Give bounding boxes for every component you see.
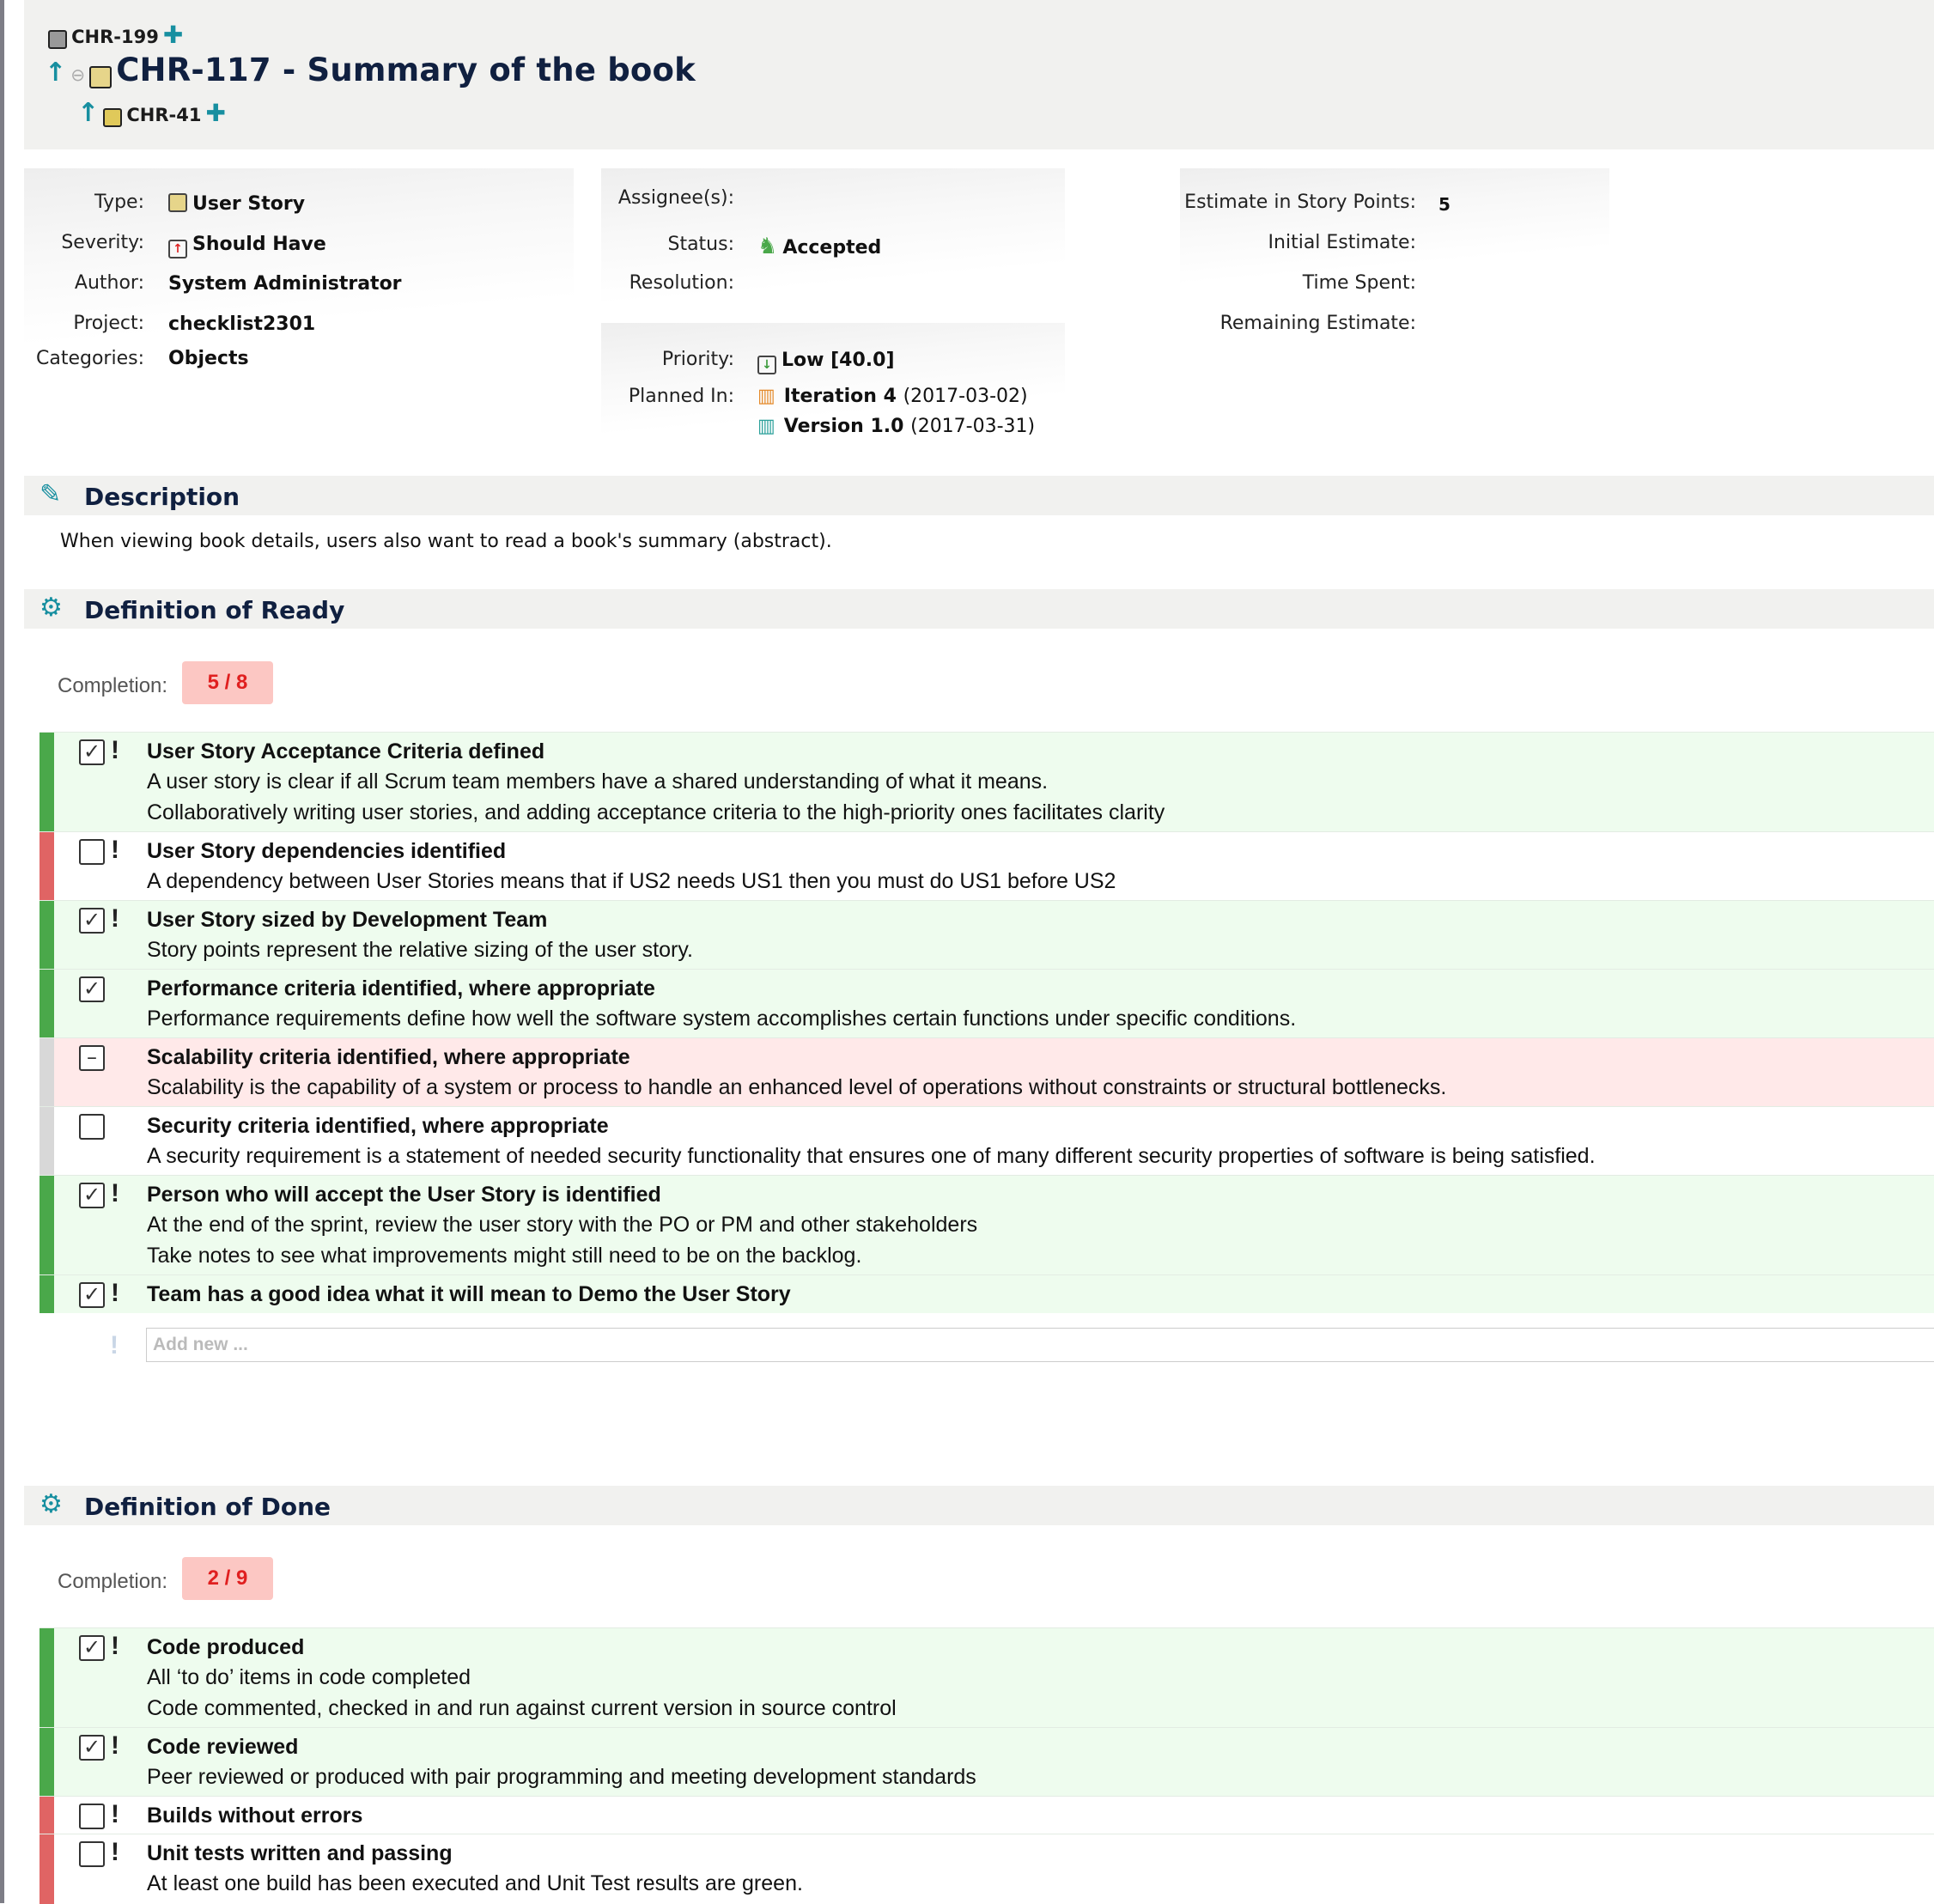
item-title: Person who will accept the User Story is identified xyxy=(147,1183,661,1207)
estimate-label: Estimate in Story Points: xyxy=(1184,192,1416,213)
version-chart-icon: ▥ xyxy=(757,416,775,437)
mandatory-icon: ! xyxy=(111,836,119,864)
priority-down-icon: ↓ xyxy=(757,356,776,374)
item-description: At the end of the sprint, review the user story with the PO or PM and other stakeholders xyxy=(147,1213,978,1237)
dod-completion-badge: 2 / 9 xyxy=(182,1557,273,1600)
checked-checkbox[interactable]: ✓ xyxy=(79,1183,105,1208)
planned-label: Planned In: xyxy=(628,386,734,407)
checked-checkbox[interactable]: ✓ xyxy=(79,739,105,765)
checklist-item[interactable] xyxy=(40,1796,1934,1834)
child-link[interactable] xyxy=(77,98,226,128)
page-title: CHR-117 - Summary of the book xyxy=(116,52,696,88)
up-arrow-icon[interactable]: ↑ xyxy=(45,58,67,88)
item-description: Performance requirements define how well the software system accomplishes certain functions under specific conditions. xyxy=(147,1007,1297,1031)
status-bar xyxy=(40,1628,54,1728)
checklist-item[interactable] xyxy=(40,1834,1934,1904)
status-bar xyxy=(40,1107,54,1176)
checklist-item[interactable] xyxy=(40,1727,1934,1797)
add-new-item-input[interactable]: Add new ... xyxy=(146,1328,1934,1362)
status-bar xyxy=(40,901,54,970)
checked-checkbox[interactable]: ✓ xyxy=(79,976,105,1002)
item-title: User Story dependencies identified xyxy=(147,839,507,863)
time-spent-label: Time Spent: xyxy=(1302,272,1416,294)
item-title: Code reviewed xyxy=(147,1735,299,1759)
item-description: Peer reviewed or produced with pair programming and meeting development standards xyxy=(147,1765,976,1789)
mandatory-icon: ! xyxy=(111,1632,119,1660)
priority-label: Priority: xyxy=(661,349,734,370)
gears-icon[interactable]: ⚙ xyxy=(40,593,63,623)
user-story-icon xyxy=(168,193,187,212)
status-bar xyxy=(40,970,54,1038)
assignee-label: Assignee(s): xyxy=(617,187,734,209)
severity-up-icon: ↑ xyxy=(168,240,187,259)
dod-completion-label: Completion: xyxy=(58,1570,168,1593)
pencil-icon[interactable]: ✎ xyxy=(40,479,62,509)
dor-completion-badge: 5 / 8 xyxy=(182,661,273,704)
severity-label: Severity: xyxy=(61,232,144,253)
status-bar xyxy=(40,1797,54,1834)
item-title: User Story Acceptance Criteria defined xyxy=(147,739,545,763)
left-edge-bar xyxy=(0,0,4,1903)
gears-icon[interactable]: ⚙ xyxy=(40,1489,63,1519)
version-name: Version 1.0 xyxy=(783,416,904,437)
item-description: Scalability is the capability of a system or process to handle an enhanced level of operations without constraints or structural bottlenecks. xyxy=(147,1075,1447,1099)
mandatory-icon: ! xyxy=(111,1279,119,1307)
iteration-chart-icon: ▥ xyxy=(757,386,775,407)
dor-header xyxy=(24,589,1934,629)
estimate-value: 5 xyxy=(1438,194,1450,215)
dor-completion-label: Completion: xyxy=(58,674,168,697)
accepted-person-icon: ♞ xyxy=(757,234,778,259)
mandatory-icon: ! xyxy=(111,1731,119,1760)
mandatory-icon: ! xyxy=(111,736,119,764)
checked-checkbox[interactable]: ✓ xyxy=(79,1282,105,1308)
not-applicable-checkbox[interactable]: – xyxy=(79,1045,105,1071)
item-title: Team has a good idea what it will mean to Demo the User Story xyxy=(147,1282,791,1306)
planned-iteration[interactable] xyxy=(757,386,1028,407)
project-label: Project: xyxy=(73,313,144,334)
type-value xyxy=(168,193,305,215)
item-description: Collaboratively writing user stories, and adding acceptance criteria to the high-priority ones facilitates clarity xyxy=(147,800,1165,824)
status-bar xyxy=(40,1038,54,1107)
checklist-item[interactable] xyxy=(40,1274,1934,1313)
dor-title: Definition of Ready xyxy=(84,596,345,624)
planned-version[interactable] xyxy=(757,416,1035,437)
item-title: Unit tests written and passing xyxy=(147,1841,453,1865)
checked-checkbox[interactable]: ✓ xyxy=(79,908,105,934)
status-bar xyxy=(40,1834,54,1904)
author-value[interactable]: System Administrator xyxy=(168,273,402,295)
unchecked-checkbox[interactable] xyxy=(79,839,105,865)
iteration-name: Iteration 4 xyxy=(783,386,897,407)
status-text: Accepted xyxy=(782,237,882,259)
checklist-item[interactable] xyxy=(40,1175,1934,1275)
parent-key: CHR-199 xyxy=(71,27,159,47)
item-description: A security requirement is a statement of needed security functionality that ensures one of many different security properties of software is being satisfied. xyxy=(147,1144,1596,1168)
item-title: Performance criteria identified, where appropriate xyxy=(147,976,655,1001)
checklist-item[interactable] xyxy=(40,1106,1934,1176)
link-icon[interactable]: ⊖ xyxy=(70,64,85,85)
status-value xyxy=(757,234,881,259)
checked-checkbox[interactable]: ✓ xyxy=(79,1735,105,1761)
item-description: A user story is clear if all Scrum team members have a shared understanding of what it means. xyxy=(147,770,1049,794)
checklist-item[interactable] xyxy=(40,831,1934,901)
categories-value[interactable]: Objects xyxy=(168,348,249,369)
item-title: Scalability criteria identified, where appropriate xyxy=(147,1045,630,1069)
mandatory-icon: ! xyxy=(111,1179,119,1207)
initial-estimate-label: Initial Estimate: xyxy=(1268,232,1416,253)
resolution-label: Resolution: xyxy=(629,272,734,294)
status-bar xyxy=(40,1176,54,1275)
categories-label: Categories: xyxy=(36,348,144,369)
status-bar xyxy=(40,1728,54,1797)
child-key: CHR-41 xyxy=(126,105,202,125)
checklist-item[interactable] xyxy=(40,969,1934,1038)
unchecked-checkbox[interactable] xyxy=(79,1114,105,1140)
checklist-item[interactable] xyxy=(40,1627,1934,1728)
dod-header xyxy=(24,1486,1934,1525)
child-type-icon xyxy=(103,108,122,127)
item-description: Code commented, checked in and run against current version in source control xyxy=(147,1696,897,1720)
author-label: Author: xyxy=(74,272,144,294)
item-title: Code produced xyxy=(147,1635,305,1659)
item-description: A dependency between User Stories means that if US2 needs US1 then you must do US1 before US2 xyxy=(147,869,1116,893)
add-child-icon[interactable]: ✚ xyxy=(205,99,226,127)
checklist-item[interactable] xyxy=(40,732,1934,832)
severity-value xyxy=(168,234,326,259)
user-story-icon xyxy=(89,66,112,88)
mandatory-toggle-icon[interactable]: ! xyxy=(110,1331,119,1360)
description-text: When viewing book details, users also want to read a book's summary (abstract). xyxy=(60,531,832,552)
item-description: All ‘to do’ items in code completed xyxy=(147,1665,471,1689)
description-title: Description xyxy=(84,483,240,511)
iteration-date: (2017-03-02) xyxy=(903,386,1028,407)
item-title: Builds without errors xyxy=(147,1804,363,1828)
project-value[interactable]: checklist2301 xyxy=(168,313,316,335)
status-bar xyxy=(40,832,54,901)
type-text: User Story xyxy=(192,193,306,215)
item-description: Story points represent the relative sizing of the user story. xyxy=(147,938,693,962)
status-label: Status: xyxy=(667,234,734,255)
status-bar xyxy=(40,733,54,832)
dod-title: Definition of Done xyxy=(84,1493,331,1521)
checklist-item[interactable] xyxy=(40,1037,1934,1107)
up-arrow-icon[interactable]: ↑ xyxy=(77,98,100,128)
description-header xyxy=(24,476,1934,515)
mandatory-icon: ! xyxy=(111,1800,119,1828)
version-date: (2017-03-31) xyxy=(910,416,1036,437)
item-description: At least one build has been executed and Unit Test results are green. xyxy=(147,1871,803,1895)
add-parent-icon[interactable]: ✚ xyxy=(162,21,184,49)
severity-text: Should Have xyxy=(192,234,326,255)
priority-text: Low [40.0] xyxy=(782,350,895,371)
status-bar xyxy=(40,1275,54,1313)
unchecked-checkbox[interactable] xyxy=(79,1841,105,1867)
checklist-item[interactable] xyxy=(40,900,1934,970)
unchecked-checkbox[interactable] xyxy=(79,1804,105,1829)
parent-type-icon xyxy=(48,30,67,49)
item-title: User Story sized by Development Team xyxy=(147,908,548,932)
title-row xyxy=(45,52,696,88)
mandatory-icon: ! xyxy=(111,904,119,933)
item-description: Take notes to see what improvements might still need to be on the backlog. xyxy=(147,1244,862,1268)
priority-value xyxy=(757,350,895,374)
parent-link[interactable] xyxy=(48,21,183,49)
type-label: Type: xyxy=(94,192,144,213)
remaining-estimate-label: Remaining Estimate: xyxy=(1219,313,1416,334)
mandatory-icon: ! xyxy=(111,1838,119,1866)
checked-checkbox[interactable]: ✓ xyxy=(79,1635,105,1661)
item-title: Security criteria identified, where appropriate xyxy=(147,1114,609,1138)
